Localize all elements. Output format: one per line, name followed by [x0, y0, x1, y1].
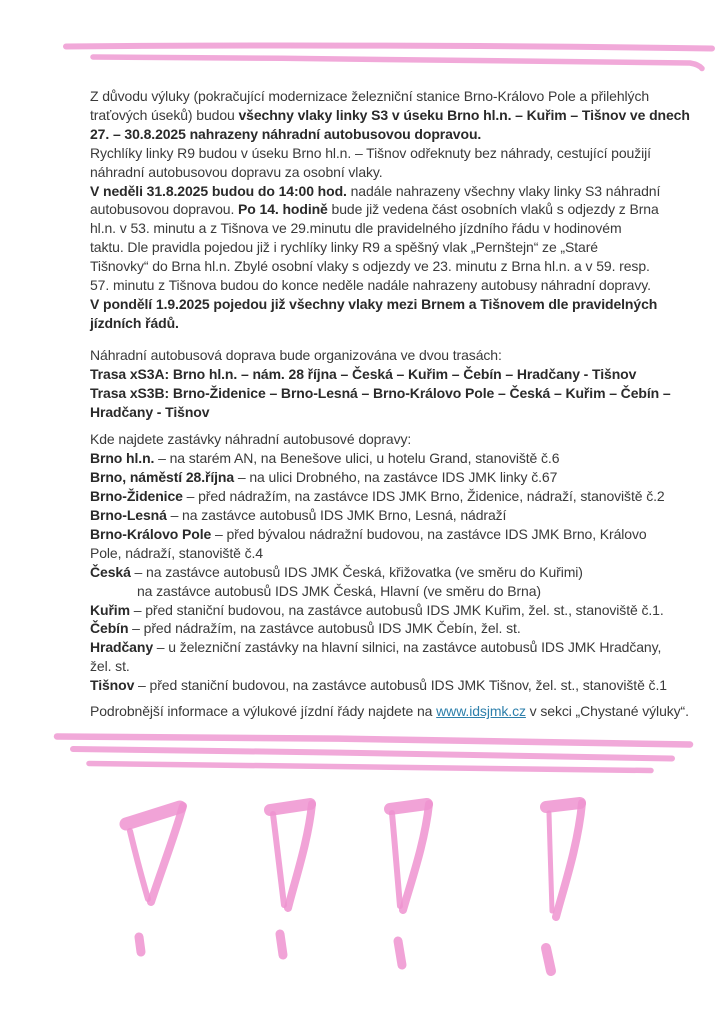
text-segment: Pole, nádraží, stanoviště č.4 [90, 544, 263, 561]
text-segment: Kuřim [90, 601, 130, 618]
text-segment: traťových úseků) budou [90, 106, 239, 123]
exclamation-top-bar [270, 804, 310, 810]
text-line [90, 200, 690, 219]
text-line [90, 384, 690, 403]
text-segment: žel. st. [90, 658, 130, 675]
text-segment: Hradčany [90, 639, 154, 656]
text-line [90, 582, 690, 601]
exclamation-top-bar [126, 807, 180, 824]
text-line [90, 295, 690, 314]
text-line [90, 449, 690, 468]
text-segment: Náhradní autobusová doprava bude organizována ve dvou trasách: [90, 346, 502, 363]
text-line [90, 601, 690, 620]
text-line [90, 182, 690, 201]
text-segment: Trasa xS3A: Brno hl.n. – nám. 28 října – Česká – Kuřim – Čebín – Hradčany - Tišnov [90, 365, 637, 382]
exclamation-top-bar [546, 803, 580, 807]
exclamation-left-stroke [130, 831, 148, 899]
text-segment: Z důvodu výluky (pokračující modernizace železniční stanice Brno-Královo Pole a přilehlých [90, 88, 650, 104]
highlighter-line-bottom-3 [89, 764, 651, 771]
text-line [90, 563, 690, 582]
text-line [90, 238, 690, 257]
paragraph-footer [90, 702, 690, 721]
text-segment: taktu. Dle pravidla pojedou již i rychlíky linky R9 a spěšný vlak „Pernštejn“ ze „Staré [90, 239, 598, 256]
top-highlighter-strokes [66, 45, 712, 68]
text-line [90, 163, 690, 182]
highlighter-line-bottom-2 [73, 749, 672, 759]
exclamation-dot [546, 948, 551, 971]
text-line [90, 525, 690, 544]
text-line [90, 468, 690, 487]
text-segment: – před nádražím, na zastávce autobusů IDS JMK Čebín, žel. st. [128, 620, 521, 637]
text-segment: Hradčany - Tišnov [90, 403, 210, 420]
highlighter-line-top-2 [93, 57, 702, 69]
text-segment: Trasa xS3B: Brno-Židenice – Brno-Lesná – Brno-Královo Pole – Česká – Kuřim – Čebín – [90, 384, 671, 401]
text-segment: V pondělí 1.9.2025 pojedou již všechny vlaky mezi Brnem a Tišnovem dle pravidelných [90, 295, 658, 312]
text-line [90, 314, 690, 333]
exclamation-mark-1 [126, 806, 183, 952]
text-line [90, 657, 690, 676]
exclamation-left-stroke [273, 814, 284, 905]
paragraph-sunday [90, 182, 690, 333]
text-segment: Brno hl.n. [90, 450, 155, 467]
text-segment: všechny vlaky linky S3 v úseku Brno hl.n. – Kuřim – Tišnov ve dnech [238, 106, 690, 123]
text-line [90, 638, 690, 657]
text-segment: 57. minutu z Tišnova budou do konce neděle nadále nahrazeny autobusy náhradní dopravy. [90, 277, 651, 294]
text-segment: Podrobnější informace a výlukové jízdní řády najdete na [90, 703, 437, 720]
text-segment: bude již vedena část osobních vlaků s odjezdy z Brna [327, 201, 659, 218]
text-line [90, 276, 690, 295]
text-segment: – na ulici Drobného, na zastávce IDS JMK linky č.67 [234, 469, 558, 486]
paragraph-routes [90, 346, 690, 422]
exclamation-dot [139, 937, 141, 952]
bottom-highlighter-strokes [57, 737, 690, 771]
exclamation-dot [280, 934, 283, 955]
text-segment: 27. – 30.8.2025 nahrazeny náhradní autobusovou dopravou. [90, 125, 482, 142]
text-segment: hl.n. v 53. minutu a z Tišnova ve 29.minutu dle pravidelného jízdního řádu v hodinovém [90, 220, 622, 237]
text-segment: – před bývalou nádražní budovou, na zastávce IDS JMK Brno, Královo [211, 525, 647, 542]
text-segment: Rychlíky linky R9 budou v úseku Brno hl.n. – Tišnov odřeknuty bez náhrady, cestující použijí [90, 144, 651, 161]
text-segment: náhradní autobusovou dopravu za osobní vlaky. [90, 163, 383, 180]
text-line [90, 487, 690, 506]
text-segment: Brno-Židenice [90, 488, 183, 505]
text-line [90, 403, 690, 422]
exclamation-left-stroke [549, 813, 552, 911]
highlighter-line-bottom-1 [57, 737, 690, 745]
exclamation-left-stroke [392, 813, 400, 906]
text-line [90, 619, 690, 638]
exclamation-mark-3 [390, 804, 429, 965]
text-line [90, 506, 690, 525]
text-line [90, 346, 690, 365]
text-segment: Kde najdete zastávky náhradní autobusové dopravy: [90, 431, 412, 448]
text-segment: V neděli 31.8.2025 budou do 14:00 hod. [90, 182, 347, 199]
paragraph-intro [90, 87, 690, 144]
paragraph-r9 [90, 144, 690, 182]
exclamation-right-stroke [403, 804, 429, 910]
text-line [90, 106, 690, 125]
text-segment: – před staniční budovou, na zastávce autobusů IDS JMK Kuřim, žel. st., stanoviště č.1. [129, 601, 664, 618]
text-segment: – na starém AN, na Benešove ulici, u hotelu Grand, stanoviště č.6 [154, 450, 560, 467]
text-segment: na zastávce autobusů IDS JMK Česká, Hlavní (ve směru do Brna) [137, 582, 541, 599]
exclamation-right-stroke [151, 806, 183, 902]
text-line [90, 430, 690, 449]
text-line [90, 257, 690, 276]
text-segment: jízdních řádů. [90, 314, 179, 331]
text-segment: Čebín [90, 620, 129, 637]
idsjmk-link[interactable]: www.idsjmk.cz [436, 703, 526, 720]
text-segment: – na zastávce autobusů IDS JMK Brno, Lesná, nádraží [166, 507, 507, 524]
text-line [90, 219, 690, 238]
text-line [90, 144, 690, 163]
text-segment: – před nádražím, na zastávce IDS JMK Brno, Židenice, nádraží, stanoviště č.2 [182, 488, 665, 505]
text-segment: Tišnovky“ do Brna hl.n. Zbylé osobní vlaky s odjezdy ve 23. minutu z Brna hl.n. a v 59. resp. [90, 258, 650, 275]
text-segment: – před staniční budovou, na zastávce autobusů IDS JMK Tišnov, žel. st., stanoviště č.1 [134, 677, 667, 694]
exclamation-right-stroke [288, 804, 312, 908]
text-line [90, 365, 690, 384]
document-body [90, 87, 690, 721]
highlighter-line-top-1 [66, 45, 712, 48]
text-segment: v sekci „Chystané výluky“. [525, 703, 689, 720]
text-segment: Po 14. hodině [238, 201, 328, 218]
text-segment: Brno-Královo Pole [90, 525, 212, 542]
text-segment: nadále nahrazeny všechny vlaky linky S3 náhradní [346, 182, 661, 199]
text-line [90, 87, 690, 106]
text-line [90, 544, 690, 563]
text-segment: Tišnov [90, 677, 135, 694]
text-segment: – u železniční zastávky na hlavní silnici, na zastávce autobusů IDS JMK Hradčany, [153, 639, 662, 656]
text-line [90, 702, 690, 721]
text-segment: Brno-Lesná [90, 507, 167, 524]
paragraph-stops [90, 430, 690, 695]
exclamation-mark-2 [270, 804, 312, 955]
text-segment: Česká [90, 563, 131, 580]
text-segment: – na zastávce autobusů IDS JMK Česká, křižovatka (ve směru do Kuřimi) [130, 563, 583, 580]
exclamation-dot [398, 941, 402, 965]
text-line [90, 125, 690, 144]
text-segment: autobusovou dopravou. [90, 201, 239, 218]
exclamation-mark-4 [546, 803, 582, 971]
exclamation-top-bar [390, 804, 427, 809]
text-segment: Brno, náměstí 28.října [90, 469, 235, 486]
exclamation-right-stroke [556, 803, 582, 917]
text-line [90, 676, 690, 695]
